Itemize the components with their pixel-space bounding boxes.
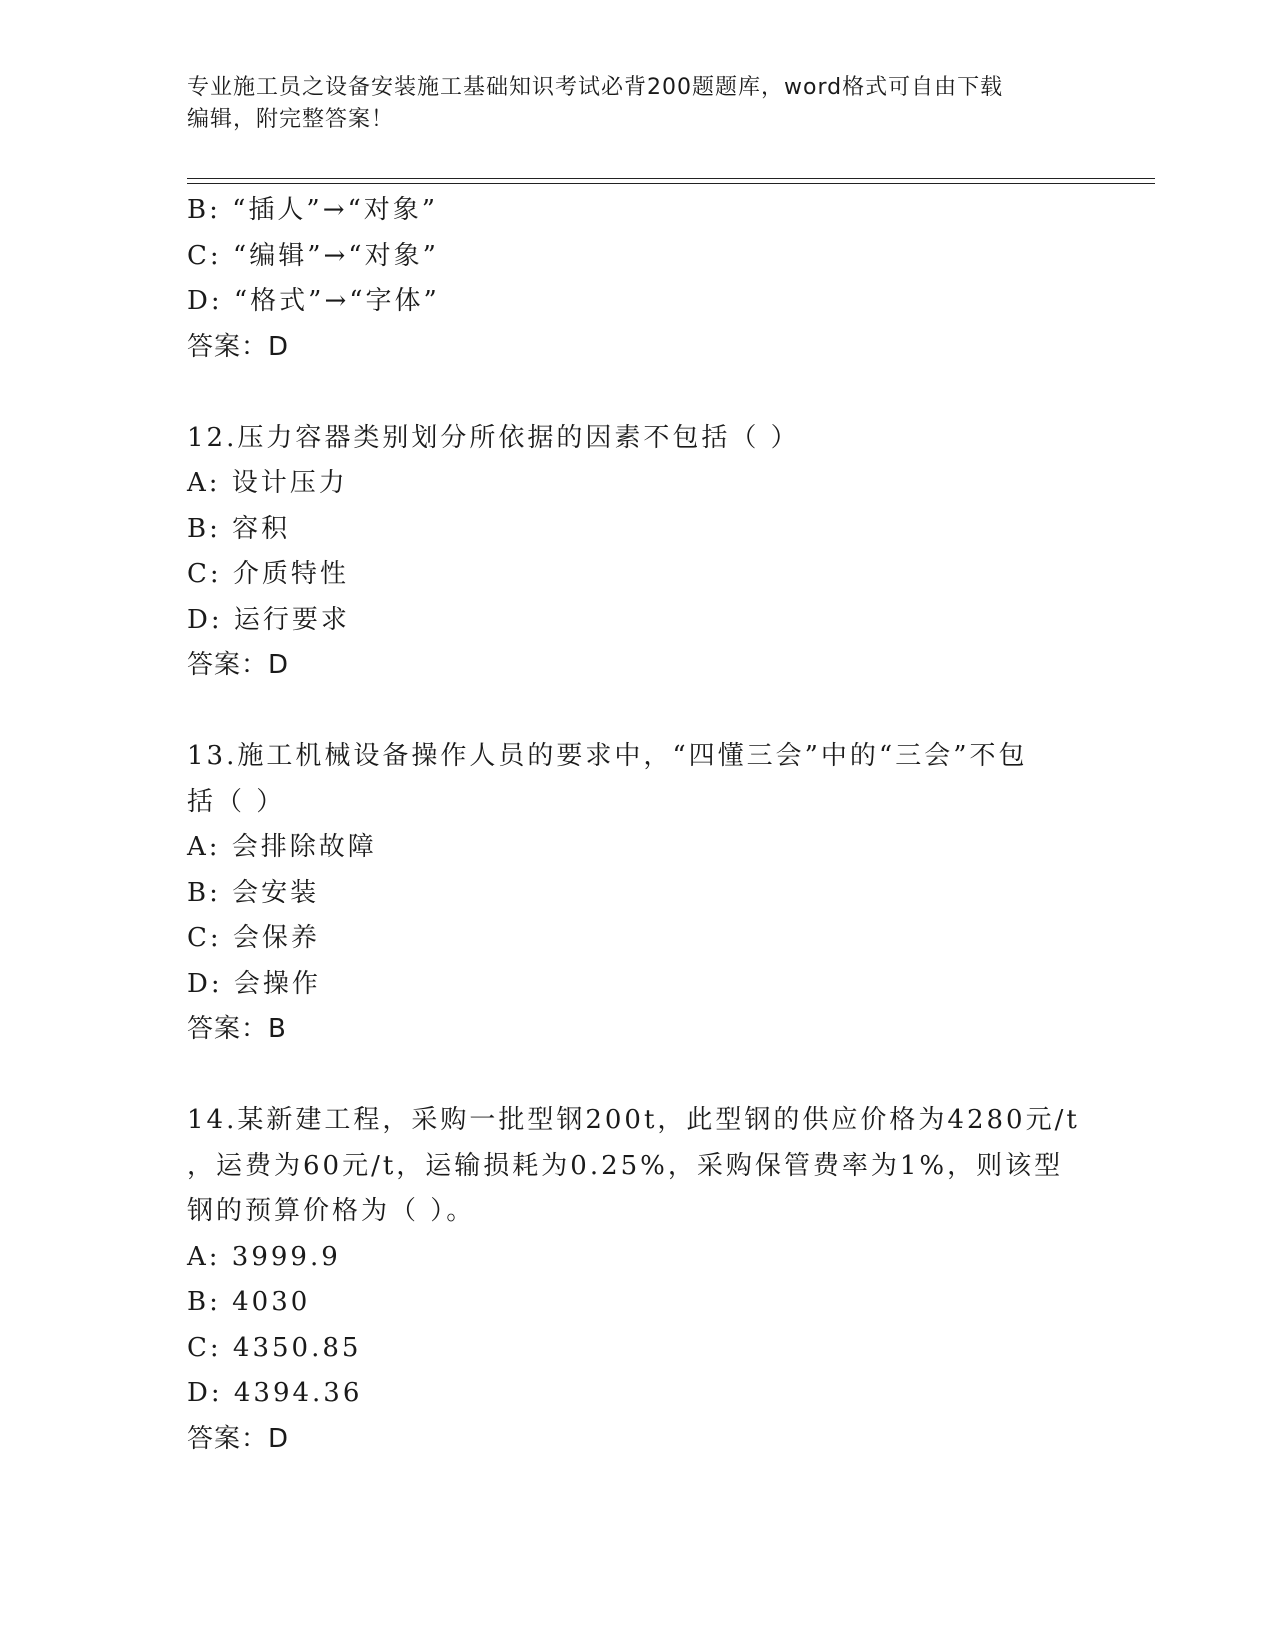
- question-stem: 14.某新建工程，采购一批型钢200t，此型钢的供应价格为4280元/t: [187, 1105, 1080, 1135]
- option-d: D: “格式”→“字体”: [187, 286, 440, 316]
- option-c: C: 介质特性: [187, 559, 349, 589]
- header-title-line-2: 编辑，附完整答案！: [187, 107, 395, 132]
- question-list: [187, 188, 1087, 1462]
- option-d: D: 4394.36: [187, 1378, 363, 1408]
- option-c: C: 会保养: [187, 923, 320, 953]
- option-d: D: 会操作: [187, 968, 321, 999]
- header-divider-bottom: [187, 183, 1155, 184]
- answer-line: 答案：B: [187, 1014, 287, 1044]
- answer-line: 答案：D: [187, 650, 290, 680]
- option-b: B: 4030: [187, 1287, 311, 1317]
- header-divider-top: [187, 178, 1155, 179]
- option-c: C: “编辑”→“对象”: [187, 240, 439, 271]
- option-b: B: “插人”→“对象”: [187, 195, 439, 225]
- document-header: [187, 72, 1067, 136]
- option-a: A: 设计压力: [187, 468, 348, 498]
- answer-line: 答案：D: [187, 1423, 290, 1454]
- spacer: [187, 370, 1087, 416]
- question-stem-continued: ，运费为60元/t，运输损耗为0.25%，采购保管费率为1%，则该型: [187, 1150, 1064, 1181]
- option-c: C: 4350.85: [187, 1332, 362, 1363]
- option-b: B: 容积: [187, 513, 291, 544]
- answer-line: 答案：D: [187, 331, 290, 362]
- option-b: B: 会安装: [187, 877, 320, 908]
- header-title-line-1: 专业施工员之设备安装施工基础知识考试必背200题题库，word格式可自由下载: [187, 75, 1004, 100]
- question-stem-continued: 钢的预算价格为（ ）。: [187, 1196, 476, 1226]
- option-a: A: 会排除故障: [187, 832, 377, 862]
- spacer: [187, 1053, 1087, 1099]
- question-11-continuation: [187, 188, 1087, 370]
- option-d: D: 运行要求: [187, 604, 350, 635]
- question-stem: 13.施工机械设备操作人员的要求中，“四懂三会”中的“三会”不包: [187, 741, 1028, 771]
- question-stem: 12.压力容器类别划分所依据的因素不包括（ ）: [187, 422, 800, 453]
- question-12: [187, 416, 1087, 689]
- option-a: A: 3999.9: [187, 1241, 341, 1272]
- question-14: [187, 1098, 1087, 1462]
- question-stem-continued: 括（ ）: [187, 786, 286, 817]
- spacer: [187, 689, 1087, 735]
- question-13: [187, 734, 1087, 1053]
